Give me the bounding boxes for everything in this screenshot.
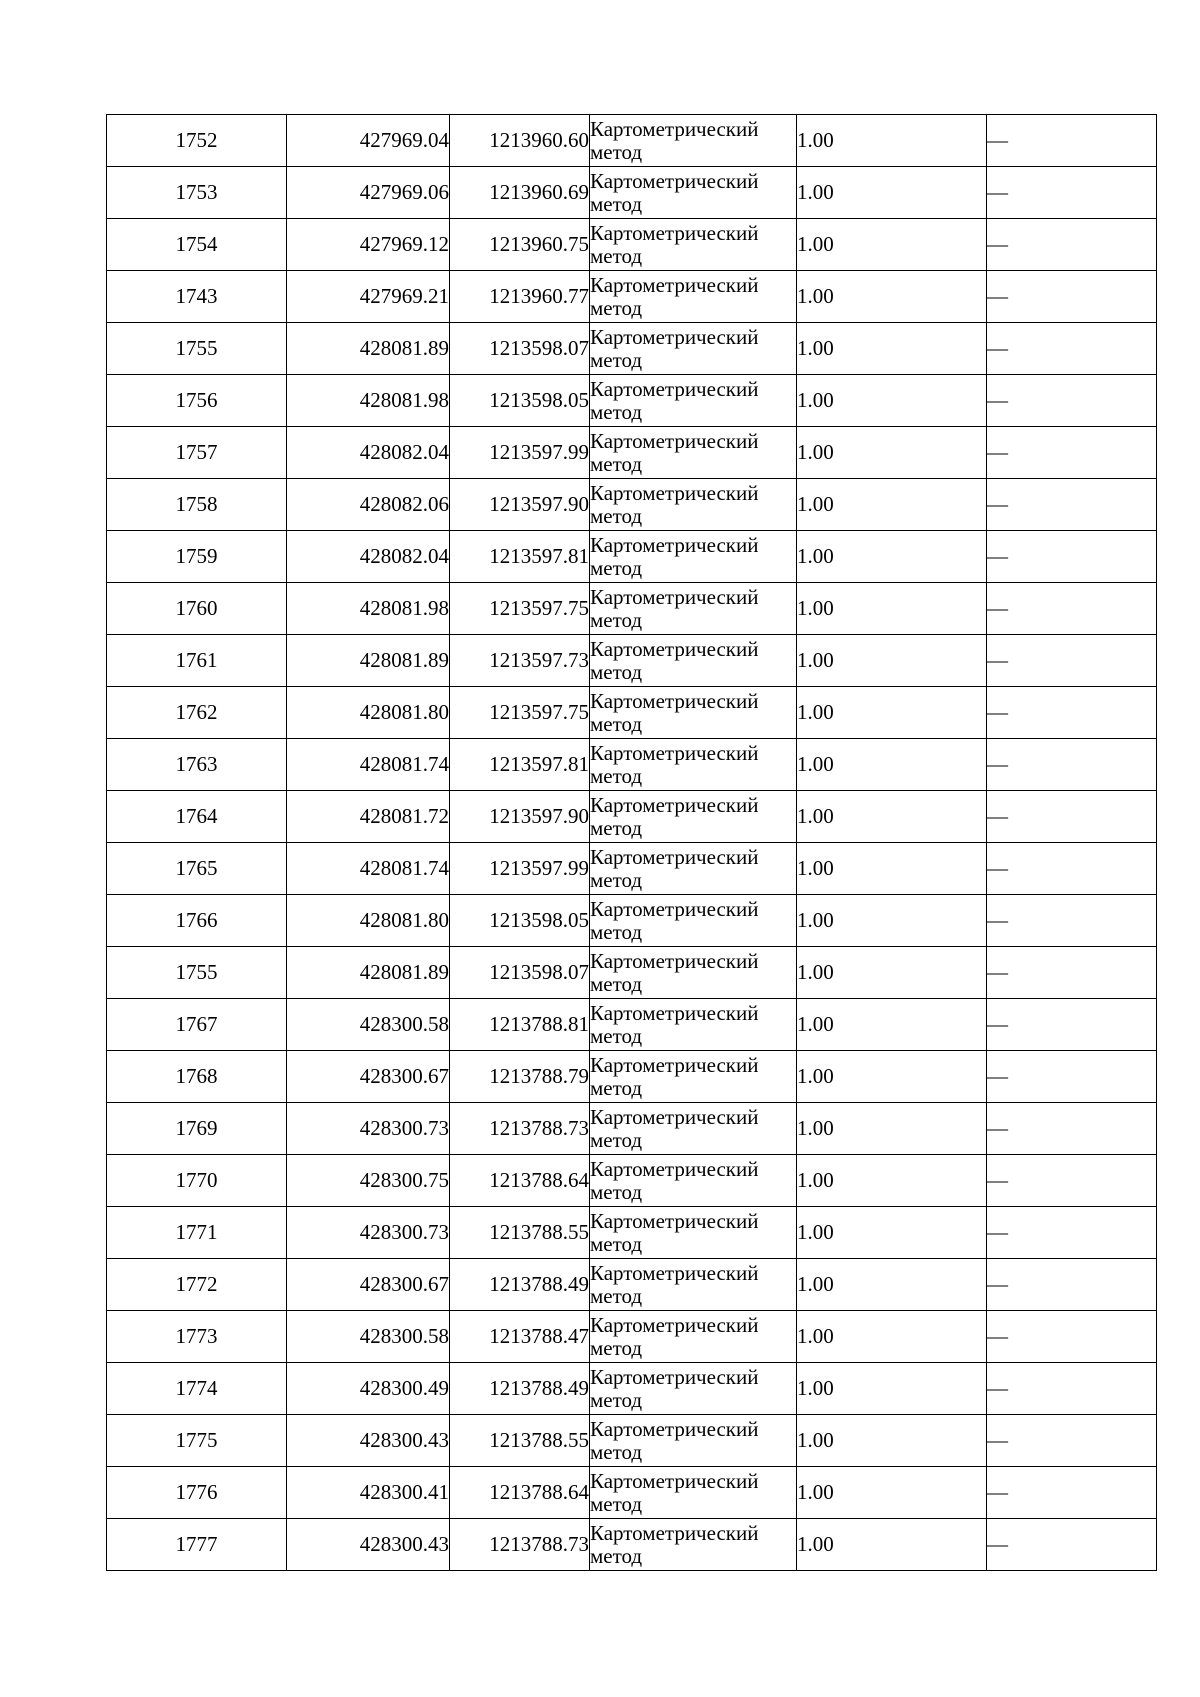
method-line: метод (590, 399, 643, 424)
method-cell (590, 219, 797, 271)
accuracy-cell: 1.00 (797, 635, 987, 687)
description-cell: — (987, 999, 1157, 1051)
table-row (107, 739, 1157, 791)
accuracy-cell: 1.00 (797, 115, 987, 167)
table-row (107, 531, 1157, 583)
accuracy-cell: 1.00 (797, 271, 987, 323)
method-cell (590, 583, 797, 635)
method-line: Картометрический (590, 1468, 759, 1493)
x-coordinate-cell: 428081.74 (287, 843, 450, 895)
method-line: Картометрический (590, 1104, 759, 1129)
point-number-cell: 1765 (107, 843, 287, 895)
point-number-cell: 1776 (107, 1467, 287, 1519)
method-line: Картометрический (590, 636, 759, 661)
y-coordinate-cell: 1213960.69 (450, 167, 590, 219)
method-cell (590, 115, 797, 167)
method-cell (590, 1467, 797, 1519)
method-line: метод (590, 295, 643, 320)
description-cell: — (987, 271, 1157, 323)
y-coordinate-cell: 1213597.75 (450, 583, 590, 635)
coordinates-table (106, 114, 1157, 1571)
point-number-cell: 1755 (107, 323, 287, 375)
description-cell: — (987, 1467, 1157, 1519)
y-coordinate-cell: 1213788.49 (450, 1363, 590, 1415)
x-coordinate-cell: 428081.98 (287, 375, 450, 427)
method-line: Картометрический (590, 948, 759, 973)
x-coordinate-cell: 427969.06 (287, 167, 450, 219)
method-line: метод (590, 1491, 643, 1516)
method-line: метод (590, 815, 643, 840)
accuracy-cell: 1.00 (797, 167, 987, 219)
x-coordinate-cell: 428300.67 (287, 1051, 450, 1103)
method-line: Картометрический (590, 1520, 759, 1545)
x-coordinate-cell: 428081.80 (287, 895, 450, 947)
y-coordinate-cell: 1213788.64 (450, 1467, 590, 1519)
table-row (107, 1207, 1157, 1259)
x-coordinate-cell: 428300.43 (287, 1519, 450, 1571)
method-line: метод (590, 1075, 643, 1100)
method-line: метод (590, 607, 643, 632)
method-line: Картометрический (590, 792, 759, 817)
table-row (107, 999, 1157, 1051)
y-coordinate-cell: 1213788.55 (450, 1207, 590, 1259)
table-row (107, 479, 1157, 531)
description-cell: — (987, 583, 1157, 635)
accuracy-cell: 1.00 (797, 791, 987, 843)
method-line: метод (590, 1231, 643, 1256)
method-cell (590, 739, 797, 791)
point-number-cell: 1762 (107, 687, 287, 739)
table-row (107, 1051, 1157, 1103)
table-row (107, 687, 1157, 739)
table-row (107, 427, 1157, 479)
description-cell: — (987, 1103, 1157, 1155)
method-cell (590, 167, 797, 219)
x-coordinate-cell: 428300.58 (287, 1311, 450, 1363)
method-line: метод (590, 1543, 643, 1568)
x-coordinate-cell: 428081.72 (287, 791, 450, 843)
method-line: Картометрический (590, 1364, 759, 1389)
accuracy-cell: 1.00 (797, 427, 987, 479)
method-line: метод (590, 919, 643, 944)
y-coordinate-cell: 1213597.99 (450, 843, 590, 895)
y-coordinate-cell: 1213788.79 (450, 1051, 590, 1103)
point-number-cell: 1760 (107, 583, 287, 635)
method-line: Картометрический (590, 272, 759, 297)
accuracy-cell: 1.00 (797, 1155, 987, 1207)
method-line: Картометрический (590, 584, 759, 609)
description-cell: — (987, 843, 1157, 895)
description-cell: — (987, 1155, 1157, 1207)
method-line: Картометрический (590, 324, 759, 349)
table-row (107, 791, 1157, 843)
table-row (107, 1415, 1157, 1467)
method-line: метод (590, 1179, 643, 1204)
y-coordinate-cell: 1213788.73 (450, 1519, 590, 1571)
method-line: Картометрический (590, 532, 759, 557)
method-cell (590, 791, 797, 843)
x-coordinate-cell: 427969.12 (287, 219, 450, 271)
method-line: Картометрический (590, 1260, 759, 1285)
method-cell (590, 1519, 797, 1571)
description-cell: — (987, 791, 1157, 843)
point-number-cell: 1769 (107, 1103, 287, 1155)
description-cell: — (987, 427, 1157, 479)
description-cell: — (987, 895, 1157, 947)
point-number-cell: 1759 (107, 531, 287, 583)
method-cell (590, 1363, 797, 1415)
accuracy-cell: 1.00 (797, 479, 987, 531)
x-coordinate-cell: 428081.74 (287, 739, 450, 791)
x-coordinate-cell: 428300.41 (287, 1467, 450, 1519)
description-cell: — (987, 1363, 1157, 1415)
method-cell (590, 1259, 797, 1311)
point-number-cell: 1757 (107, 427, 287, 479)
method-line: метод (590, 971, 643, 996)
table-row (107, 1363, 1157, 1415)
method-line: метод (590, 659, 643, 684)
table-row (107, 219, 1157, 271)
x-coordinate-cell: 428081.80 (287, 687, 450, 739)
description-cell: — (987, 531, 1157, 583)
point-number-cell: 1755 (107, 947, 287, 999)
point-number-cell: 1767 (107, 999, 287, 1051)
method-line: метод (590, 1283, 643, 1308)
method-line: Картометрический (590, 844, 759, 869)
method-line: метод (590, 1387, 643, 1412)
point-number-cell: 1752 (107, 115, 287, 167)
method-cell (590, 1207, 797, 1259)
method-line: Картометрический (590, 1156, 759, 1181)
x-coordinate-cell: 428300.75 (287, 1155, 450, 1207)
table-row (107, 1155, 1157, 1207)
y-coordinate-cell: 1213597.90 (450, 791, 590, 843)
description-cell: — (987, 687, 1157, 739)
x-coordinate-cell: 428300.67 (287, 1259, 450, 1311)
method-line: Картометрический (590, 740, 759, 765)
method-line: метод (590, 191, 643, 216)
point-number-cell: 1758 (107, 479, 287, 531)
method-line: Картометрический (590, 168, 759, 193)
y-coordinate-cell: 1213788.49 (450, 1259, 590, 1311)
method-line: Картометрический (590, 220, 759, 245)
point-number-cell: 1777 (107, 1519, 287, 1571)
method-line: метод (590, 867, 643, 892)
point-number-cell: 1771 (107, 1207, 287, 1259)
y-coordinate-cell: 1213788.64 (450, 1155, 590, 1207)
method-cell (590, 271, 797, 323)
method-line: метод (590, 503, 643, 528)
description-cell: — (987, 1311, 1157, 1363)
y-coordinate-cell: 1213598.05 (450, 375, 590, 427)
method-line: Картометрический (590, 1208, 759, 1233)
description-cell: — (987, 479, 1157, 531)
table-row (107, 323, 1157, 375)
accuracy-cell: 1.00 (797, 1259, 987, 1311)
accuracy-cell: 1.00 (797, 583, 987, 635)
accuracy-cell: 1.00 (797, 843, 987, 895)
method-cell (590, 843, 797, 895)
y-coordinate-cell: 1213598.07 (450, 323, 590, 375)
point-number-cell: 1763 (107, 739, 287, 791)
table-row (107, 115, 1157, 167)
method-line: метод (590, 139, 643, 164)
table-row (107, 1103, 1157, 1155)
method-cell (590, 895, 797, 947)
accuracy-cell: 1.00 (797, 1363, 987, 1415)
y-coordinate-cell: 1213597.90 (450, 479, 590, 531)
method-line: Картометрический (590, 428, 759, 453)
point-number-cell: 1766 (107, 895, 287, 947)
y-coordinate-cell: 1213960.77 (450, 271, 590, 323)
description-cell: — (987, 115, 1157, 167)
method-line: Картометрический (590, 688, 759, 713)
method-line: Картометрический (590, 480, 759, 505)
y-coordinate-cell: 1213960.75 (450, 219, 590, 271)
y-coordinate-cell: 1213598.05 (450, 895, 590, 947)
description-cell: — (987, 167, 1157, 219)
accuracy-cell: 1.00 (797, 531, 987, 583)
description-cell: — (987, 1519, 1157, 1571)
table-row (107, 1519, 1157, 1571)
x-coordinate-cell: 428082.04 (287, 427, 450, 479)
table-row (107, 167, 1157, 219)
method-cell (590, 1155, 797, 1207)
y-coordinate-cell: 1213598.07 (450, 947, 590, 999)
description-cell: — (987, 947, 1157, 999)
accuracy-cell: 1.00 (797, 1467, 987, 1519)
y-coordinate-cell: 1213597.73 (450, 635, 590, 687)
point-number-cell: 1756 (107, 375, 287, 427)
method-line: метод (590, 1439, 643, 1464)
method-cell (590, 635, 797, 687)
description-cell: — (987, 635, 1157, 687)
x-coordinate-cell: 427969.21 (287, 271, 450, 323)
table-row (107, 583, 1157, 635)
method-line: Картометрический (590, 1000, 759, 1025)
description-cell: — (987, 323, 1157, 375)
method-cell (590, 687, 797, 739)
x-coordinate-cell: 428081.98 (287, 583, 450, 635)
y-coordinate-cell: 1213597.81 (450, 739, 590, 791)
accuracy-cell: 1.00 (797, 1103, 987, 1155)
point-number-cell: 1754 (107, 219, 287, 271)
y-coordinate-cell: 1213597.99 (450, 427, 590, 479)
description-cell: — (987, 1207, 1157, 1259)
method-line: Картометрический (590, 1416, 759, 1441)
point-number-cell: 1775 (107, 1415, 287, 1467)
y-coordinate-cell: 1213788.73 (450, 1103, 590, 1155)
method-line: метод (590, 555, 643, 580)
description-cell: — (987, 1051, 1157, 1103)
accuracy-cell: 1.00 (797, 323, 987, 375)
method-line: Картометрический (590, 896, 759, 921)
method-cell (590, 531, 797, 583)
point-number-cell: 1764 (107, 791, 287, 843)
point-number-cell: 1772 (107, 1259, 287, 1311)
method-line: Картометрический (590, 376, 759, 401)
accuracy-cell: 1.00 (797, 1207, 987, 1259)
x-coordinate-cell: 428300.49 (287, 1363, 450, 1415)
table-row (107, 271, 1157, 323)
table-row (107, 375, 1157, 427)
method-line: метод (590, 763, 643, 788)
description-cell: — (987, 739, 1157, 791)
description-cell: — (987, 1259, 1157, 1311)
table-row (107, 1311, 1157, 1363)
method-cell (590, 1415, 797, 1467)
method-line: Картометрический (590, 116, 759, 141)
accuracy-cell: 1.00 (797, 687, 987, 739)
x-coordinate-cell: 427969.04 (287, 115, 450, 167)
table-row (107, 895, 1157, 947)
y-coordinate-cell: 1213788.47 (450, 1311, 590, 1363)
method-cell (590, 999, 797, 1051)
description-cell: — (987, 1415, 1157, 1467)
accuracy-cell: 1.00 (797, 1051, 987, 1103)
x-coordinate-cell: 428300.58 (287, 999, 450, 1051)
x-coordinate-cell: 428081.89 (287, 635, 450, 687)
method-cell (590, 479, 797, 531)
method-line: метод (590, 347, 643, 372)
point-number-cell: 1743 (107, 271, 287, 323)
method-cell (590, 375, 797, 427)
y-coordinate-cell: 1213788.55 (450, 1415, 590, 1467)
x-coordinate-cell: 428081.89 (287, 947, 450, 999)
x-coordinate-cell: 428081.89 (287, 323, 450, 375)
accuracy-cell: 1.00 (797, 999, 987, 1051)
accuracy-cell: 1.00 (797, 219, 987, 271)
y-coordinate-cell: 1213788.81 (450, 999, 590, 1051)
point-number-cell: 1753 (107, 167, 287, 219)
table-row (107, 843, 1157, 895)
accuracy-cell: 1.00 (797, 895, 987, 947)
method-cell (590, 1051, 797, 1103)
description-cell: — (987, 375, 1157, 427)
method-line: метод (590, 451, 643, 476)
method-line: метод (590, 1127, 643, 1152)
accuracy-cell: 1.00 (797, 1519, 987, 1571)
y-coordinate-cell: 1213597.81 (450, 531, 590, 583)
x-coordinate-cell: 428300.43 (287, 1415, 450, 1467)
method-cell (590, 427, 797, 479)
point-number-cell: 1761 (107, 635, 287, 687)
accuracy-cell: 1.00 (797, 739, 987, 791)
method-line: метод (590, 1335, 643, 1360)
method-cell (590, 1103, 797, 1155)
point-number-cell: 1774 (107, 1363, 287, 1415)
method-line: Картометрический (590, 1312, 759, 1337)
accuracy-cell: 1.00 (797, 1415, 987, 1467)
method-line: Картометрический (590, 1052, 759, 1077)
table-row (107, 947, 1157, 999)
table-row (107, 635, 1157, 687)
coordinates-table-body (107, 115, 1157, 1571)
method-cell (590, 947, 797, 999)
method-cell (590, 1311, 797, 1363)
x-coordinate-cell: 428082.04 (287, 531, 450, 583)
table-row (107, 1259, 1157, 1311)
description-cell: — (987, 219, 1157, 271)
point-number-cell: 1770 (107, 1155, 287, 1207)
point-number-cell: 1773 (107, 1311, 287, 1363)
method-line: метод (590, 243, 643, 268)
x-coordinate-cell: 428300.73 (287, 1103, 450, 1155)
x-coordinate-cell: 428300.73 (287, 1207, 450, 1259)
method-line: метод (590, 711, 643, 736)
point-number-cell: 1768 (107, 1051, 287, 1103)
method-cell (590, 323, 797, 375)
accuracy-cell: 1.00 (797, 1311, 987, 1363)
y-coordinate-cell: 1213960.60 (450, 115, 590, 167)
accuracy-cell: 1.00 (797, 947, 987, 999)
x-coordinate-cell: 428082.06 (287, 479, 450, 531)
accuracy-cell: 1.00 (797, 375, 987, 427)
table-row (107, 1467, 1157, 1519)
method-line: метод (590, 1023, 643, 1048)
y-coordinate-cell: 1213597.75 (450, 687, 590, 739)
